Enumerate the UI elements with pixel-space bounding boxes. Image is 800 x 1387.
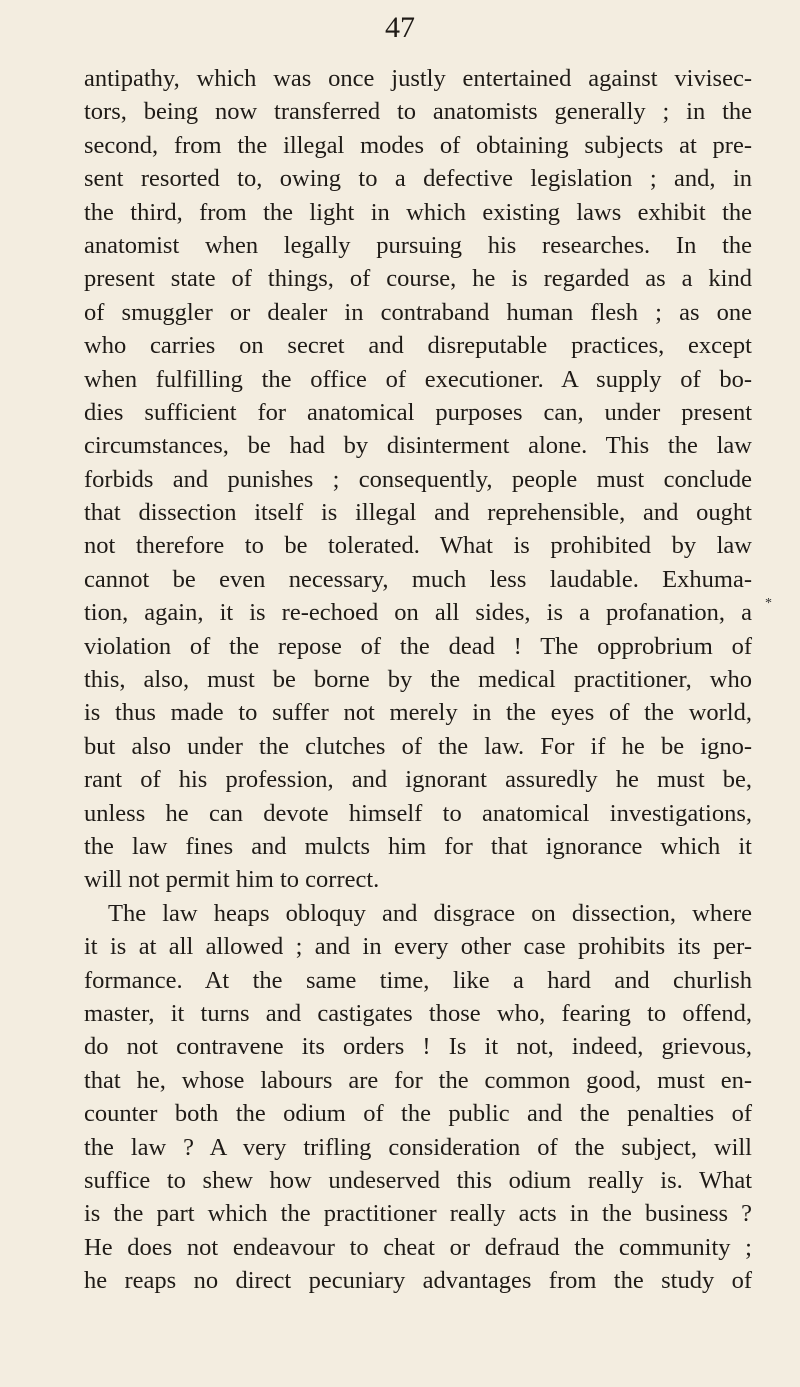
text-line: suffice to shew how undeserved this odium really is. What: [84, 1166, 752, 1194]
page-number: 47: [385, 11, 415, 44]
text-line: sent resorted to, owing to a defective legislation ; and, in: [84, 165, 752, 193]
text-line: the law fines and mulcts him for that ignorance which it: [84, 832, 752, 860]
paragraph-start-line: The law heaps obloquy and disgrace on dissection, where: [108, 899, 752, 927]
text-line: cannot be even necessary, much less laudable. Exhuma-: [84, 565, 752, 593]
text-line: that dissection itself is illegal and reprehensible, and ought: [84, 499, 752, 527]
text-line: of smuggler or dealer in contraband human flesh ; as one: [84, 298, 752, 326]
text-line: antipathy, which was once justly entertained against vivisec-: [84, 65, 752, 92]
text-line: who carries on secret and disreputable practices, except: [84, 332, 752, 360]
text-line: the third, from the light in which existing laws exhibit the: [84, 198, 752, 226]
text-line: is thus made to suffer not merely in the eyes of the world,: [84, 699, 752, 727]
text-line: it is at all allowed ; and in every other case prohibits its per-: [84, 933, 752, 961]
text-line: unless he can devote himself to anatomical investigations,: [84, 799, 752, 827]
text-line: when fulfilling the office of executioner. A supply of bo-: [84, 365, 752, 393]
margin-mark: *: [765, 596, 772, 611]
text-line: not therefore to be tolerated. What is prohibited by law: [84, 532, 752, 560]
text-line: is the part which the practitioner really acts in the business ?: [84, 1200, 752, 1228]
text-line: counter both the odium of the public and the penalties of: [84, 1100, 752, 1128]
text-line: present state of things, of course, he is regarded as a kind: [84, 265, 752, 293]
text-line: violation of the repose of the dead ! The opprobrium of: [84, 632, 752, 660]
text-line: do not contravene its orders ! Is it not, indeed, grievous,: [84, 1033, 752, 1061]
body-text: [84, 62, 752, 1297]
text-line: anatomist when legally pursuing his researches. In the: [84, 231, 752, 259]
text-line: formance. At the same time, like a hard and churlish: [84, 966, 752, 994]
text-line: forbids and punishes ; consequently, people must conclude: [84, 465, 752, 493]
paragraph-end-line: will not permit him to correct.: [84, 866, 380, 894]
text-line: dies sufficient for anatomical purposes can, under present: [84, 398, 752, 426]
text-line: circumstances, be had by disinterment alone. This the law: [84, 432, 752, 460]
text-line: tors, being now transferred to anatomists generally ; in the: [84, 98, 752, 126]
text-line: He does not endeavour to cheat or defraud the community ;: [84, 1233, 752, 1261]
text-line: but also under the clutches of the law. For if he be igno-: [84, 732, 752, 760]
text-line: rant of his profession, and ignorant assuredly he must be,: [84, 766, 752, 794]
text-line: this, also, must be borne by the medical practitioner, who: [84, 666, 752, 694]
text-line: that he, whose labours are for the common good, must en-: [84, 1066, 752, 1094]
text-line: second, from the illegal modes of obtaining subjects at pre-: [84, 131, 752, 159]
text-line: the law ? A very trifling consideration of the subject, will: [84, 1133, 752, 1161]
text-line: tion, again, it is re-echoed on all sides, is a profanation, a: [84, 599, 752, 627]
text-line: he reaps no direct pecuniary advantages from the study of: [84, 1267, 752, 1295]
text-line: master, it turns and castigates those who, fearing to offend,: [84, 999, 752, 1027]
